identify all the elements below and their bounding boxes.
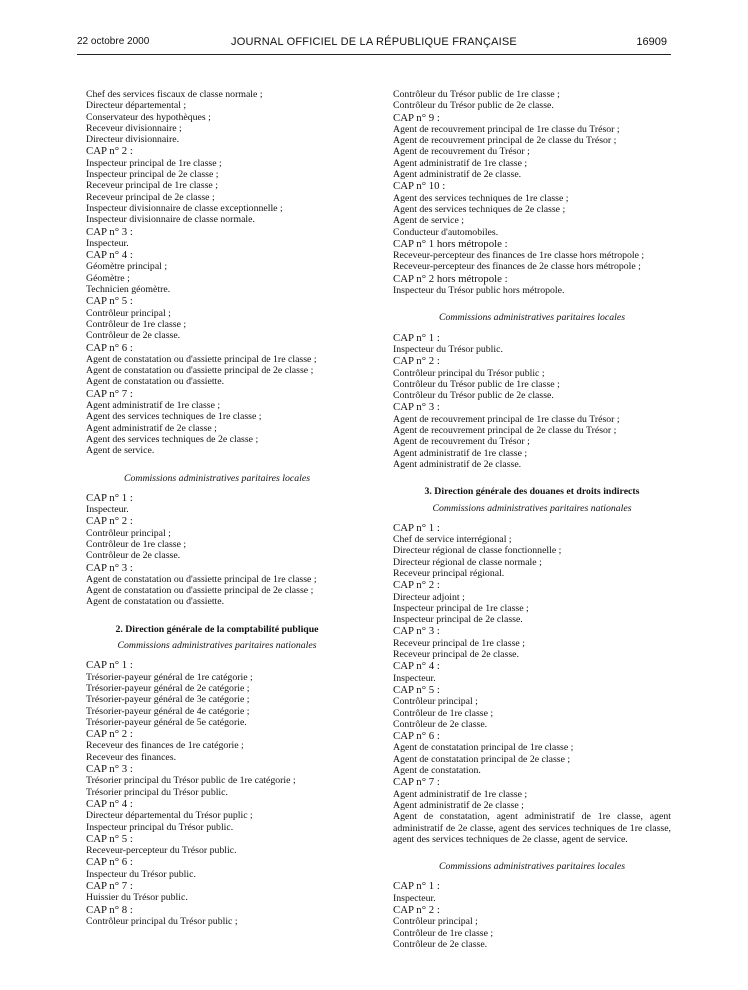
- text-line: Receveur-percepteur des finances de 2e classe hors métropole ;: [393, 261, 641, 273]
- text-line: Contrôleur principal du Trésor public ;: [86, 915, 238, 927]
- text-line: Inspecteur du Trésor public.: [86, 868, 196, 880]
- text-line: Trésorier-payeur général de 3e catégorie ;: [86, 694, 250, 706]
- text-line: Inspecteur principal de 1re classe ;: [86, 157, 222, 169]
- text-line: Conservateur des hypothèques ;: [86, 111, 211, 123]
- text-line: Agent administratif de 1re classe ;: [86, 400, 221, 412]
- text-line: Agent administratif de 1re classe ;: [393, 447, 528, 459]
- text-line: Contrôleur de 1re classe ;: [86, 538, 187, 550]
- text-line: Agent administratif de 2e classe ;: [393, 799, 524, 811]
- text-line: Agent de service.: [86, 445, 155, 457]
- text-line: Directeur régional de classe normale ;: [393, 556, 542, 568]
- cap-heading: CAP n° 5 :: [86, 295, 133, 308]
- subsection-heading: Commissions administratives paritaires locales: [438, 312, 626, 324]
- cap-heading: CAP n° 1 :: [86, 491, 133, 504]
- cap-heading: CAP n° 3 :: [86, 561, 133, 574]
- text-line: Inspecteur du Trésor public.: [393, 343, 503, 355]
- text-line: Trésorier-payeur général de 1re catégorie ;: [86, 671, 253, 683]
- text-line: Agent de constatation principal de 1re classe ;: [393, 742, 574, 754]
- section-heading: 2. Direction générale de la comptabilité publique: [115, 623, 319, 635]
- text-line: Agent de constatation principal de 2e classe ;: [393, 753, 571, 765]
- text-line: Contrôleur principal ;: [393, 696, 478, 708]
- text-line: Contrôleur de 1re classe ;: [86, 318, 187, 330]
- subsection-heading: Commissions administratives paritaires locales: [438, 861, 626, 873]
- cap-heading: CAP n° 2 :: [393, 355, 440, 368]
- text-line: Inspecteur.: [393, 672, 436, 684]
- cap-heading: CAP n° 10 :: [393, 180, 446, 193]
- journal-title: JOURNAL OFFICIEL DE LA RÉPUBLIQUE FRANÇAISE: [231, 36, 517, 48]
- text-line: Contrôleur principal ;: [86, 307, 171, 319]
- text-line: Contrôleur de 1re classe ;: [393, 707, 494, 719]
- text-line: Agent de constatation ou d'assiette.: [86, 376, 225, 388]
- text-line: Receveur principal régional.: [393, 567, 505, 579]
- cap-heading: CAP n° 2 :: [86, 515, 133, 528]
- text-line: Agent de recouvrement du Trésor ;: [393, 436, 530, 448]
- text-line: Inspecteur.: [393, 892, 436, 904]
- page-header: [0, 36, 748, 52]
- cap-heading: CAP n° 4 :: [393, 660, 440, 673]
- text-line: Agent de constatation ou d'assiette principal de 1re classe ;: [86, 573, 317, 585]
- text-line: Agent de constatation ou d'assiette principal de 1re classe ;: [86, 353, 317, 365]
- text-line: Receveur principal de 1re classe ;: [393, 637, 525, 649]
- header-rule: [77, 54, 671, 55]
- cap-heading: CAP n° 6 :: [393, 730, 440, 743]
- text-line: Agent administratif de 2e classe ;: [86, 422, 217, 434]
- text-line: Receveur divisionnaire ;: [86, 122, 182, 134]
- cap-heading: CAP n° 4 :: [86, 797, 133, 810]
- cap-heading: CAP n° 3 :: [393, 401, 440, 414]
- subsection-heading: Commissions administratives paritaires nationales: [432, 502, 632, 514]
- cap-heading: CAP n° 8 :: [86, 903, 133, 916]
- text-line: Chef des services fiscaux de classe normale ;: [86, 89, 263, 100]
- text-line: Chef de service interrégional ;: [393, 534, 512, 546]
- text-line: Receveur-percepteur du Trésor public.: [86, 845, 237, 857]
- text-line: Inspecteur.: [86, 504, 129, 516]
- text-line: Agent des services techniques de 2e classe ;: [86, 433, 259, 445]
- text-line: Agent des services techniques de 1re classe ;: [86, 411, 262, 423]
- text-line: Directeur divisionnaire.: [86, 134, 180, 146]
- text-line: Receveur principal de 1re classe ;: [86, 180, 218, 192]
- cap-heading: CAP n° 2 :: [393, 904, 440, 916]
- text-line: Trésorier-payeur général de 2e catégorie ;: [86, 682, 250, 694]
- cap-heading: CAP n° 6 :: [86, 341, 133, 354]
- text-line: Agent de recouvrement principal de 2e classe du Trésor ;: [393, 135, 617, 147]
- text-line: Agent de recouvrement principal de 1re classe du Trésor ;: [393, 123, 620, 135]
- text-line: Agent de recouvrement du Trésor ;: [393, 146, 530, 158]
- text-line: Agent de constatation ou d'assiette principal de 2e classe ;: [86, 585, 314, 597]
- text-line: Inspecteur principal de 2e classe.: [393, 614, 523, 626]
- cap-heading: CAP n° 1 hors métropole :: [393, 237, 508, 250]
- text-line: Directeur départemental du Trésor puplic ;: [86, 810, 253, 822]
- cap-heading: CAP n° 4 :: [86, 249, 133, 262]
- paragraph: Agent de constatation, agent administratif de 1re classe, agent administratif de 2e classe, agent des services techniques de 1re classe, agent des services techniques de 2e classe, agent de service.: [393, 811, 671, 845]
- text-line: Receveur-percepteur des finances de 1re classe hors métropole ;: [393, 250, 645, 262]
- text-line: Contrôleur du Trésor public de 2e classe.: [393, 100, 554, 112]
- text-line: Agent de service ;: [393, 215, 464, 227]
- cap-heading: CAP n° 5 :: [393, 683, 440, 696]
- text-line: Conducteur d'automobiles.: [393, 226, 499, 238]
- text-line: Agent de constatation ou d'assiette.: [86, 596, 225, 608]
- cap-heading: CAP n° 5 :: [86, 832, 133, 845]
- subsection-heading: Commissions administratives paritaires locales: [123, 472, 311, 484]
- text-line: Contrôleur de 2e classe.: [393, 718, 488, 730]
- cap-heading: CAP n° 3 :: [393, 625, 440, 638]
- text-line: Contrôleur de 2e classe.: [86, 550, 181, 562]
- text-line: Agent de recouvrement principal de 1re classe du Trésor ;: [393, 413, 620, 425]
- text-line: Agent administratif de 2e classe.: [393, 169, 522, 181]
- text-line: Agent des services techniques de 1re classe ;: [393, 192, 569, 204]
- text-line: Trésorier-payeur général de 4e catégorie ;: [86, 705, 250, 717]
- text-line: Contrôleur du Trésor public de 2e classe.: [393, 390, 554, 402]
- text-line: Contrôleur principal du Trésor public ;: [393, 367, 545, 379]
- text-line: Directeur départemental ;: [86, 100, 187, 112]
- text-line: Géomètre ;: [86, 272, 130, 284]
- text-line: Contrôleur du Trésor public de 1re classe ;: [393, 378, 560, 390]
- cap-heading: CAP n° 2 :: [86, 728, 133, 741]
- cap-heading: CAP n° 1 :: [393, 331, 440, 344]
- text-line: Trésorier-payeur général de 5e catégorie.: [86, 716, 247, 728]
- text-line: Contrôleur principal ;: [393, 916, 478, 928]
- cap-heading: CAP n° 2 :: [393, 579, 440, 592]
- cap-heading: CAP n° 1 :: [393, 521, 440, 534]
- cap-heading: CAP n° 9 :: [393, 111, 440, 124]
- text-line: Receveur des finances.: [86, 751, 177, 763]
- text-line: Trésorier principal du Trésor public de 1re catégorie ;: [86, 775, 296, 787]
- text-line: Inspecteur du Trésor public hors métropole.: [393, 285, 565, 297]
- text-line: Trésorier principal du Trésor public.: [86, 786, 228, 798]
- right-column: [393, 89, 671, 950]
- text-line: Géomètre principal ;: [86, 261, 168, 273]
- text-line: Agent de recouvrement principal de 2e classe du Trésor ;: [393, 425, 617, 437]
- text-line: Inspecteur.: [86, 237, 129, 249]
- text-line: Agent de constatation ou d'assiette principal de 2e classe ;: [86, 365, 314, 377]
- text-line: Receveur principal de 2e classe ;: [86, 191, 215, 203]
- cap-heading: CAP n° 6 :: [86, 856, 133, 869]
- cap-heading: CAP n° 1 :: [393, 880, 440, 893]
- text-line: Agent administratif de 1re classe ;: [393, 788, 528, 800]
- text-line: Inspecteur divisionnaire de classe normale.: [86, 214, 255, 226]
- cap-heading: CAP n° 2 :: [86, 145, 133, 158]
- text-line: Huissier du Trésor public.: [86, 892, 188, 904]
- text-line: Directeur régional de classe fonctionnelle ;: [393, 545, 562, 557]
- text-line: Contrôleur de 2e classe.: [393, 938, 488, 950]
- text-line: Receveur des finances de 1re catégorie ;: [86, 740, 244, 752]
- text-line: Inspecteur divisionnaire de classe exceptionnelle ;: [86, 202, 283, 214]
- cap-heading: CAP n° 3 :: [86, 763, 133, 776]
- subsection-heading: Commissions administratives paritaires nationales: [117, 640, 317, 652]
- cap-heading: CAP n° 7 :: [86, 387, 133, 400]
- section-heading: 3. Direction générale des douanes et droits indirects: [424, 486, 640, 498]
- cap-heading: CAP n° 7 :: [393, 776, 440, 789]
- text-line: Contrôleur de 1re classe ;: [393, 927, 494, 939]
- cap-heading: CAP n° 7 :: [86, 880, 133, 892]
- text-line: Agent administratif de 2e classe.: [393, 458, 522, 470]
- text-line: Agent de constatation.: [393, 765, 481, 777]
- page-number: 16909: [636, 36, 667, 48]
- cap-heading: CAP n° 1 :: [86, 659, 133, 672]
- text-line: Agent administratif de 1re classe ;: [393, 157, 528, 169]
- text-line: Contrôleur de 2e classe.: [86, 330, 181, 342]
- text-line: Inspecteur principal du Trésor public.: [86, 821, 234, 833]
- header-date: 22 octobre 2000: [77, 36, 150, 47]
- cap-heading: CAP n° 3 :: [86, 225, 133, 238]
- text-line: Directeur adjoint ;: [393, 591, 465, 603]
- left-column: [86, 89, 348, 927]
- text-line: Contrôleur principal ;: [86, 527, 171, 539]
- text-line: Inspecteur principal de 1re classe ;: [393, 602, 529, 614]
- text-line: Technicien géomètre.: [86, 284, 171, 296]
- cap-heading: CAP n° 2 hors métropole :: [393, 272, 508, 285]
- text-line: Contrôleur du Trésor public de 1re classe ;: [393, 89, 560, 100]
- text-line: Agent des services techniques de 2e classe ;: [393, 203, 566, 215]
- text-line: Receveur principal de 2e classe.: [393, 649, 519, 661]
- text-line: Inspecteur principal de 2e classe ;: [86, 169, 219, 181]
